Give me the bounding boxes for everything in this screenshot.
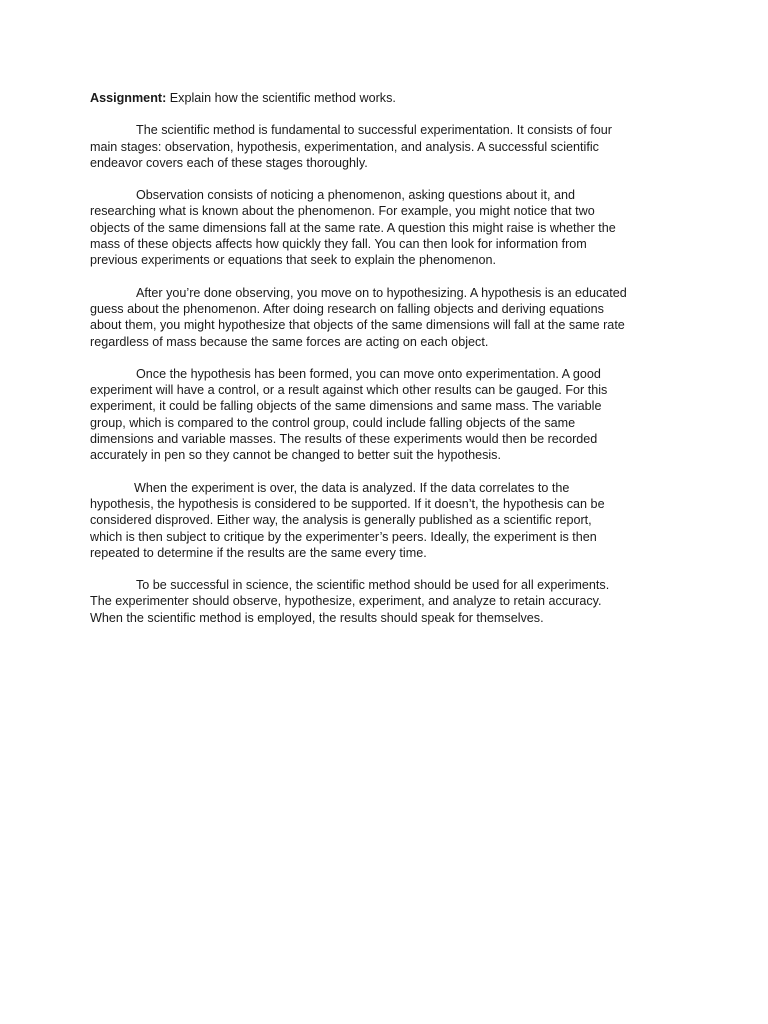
paragraph-line: accurately in pen so they cannot be changed to better suit the hypothesis.	[90, 448, 501, 463]
paragraph-line: repeated to determine if the results are the same every time.	[90, 545, 427, 560]
paragraph-line: objects of the same dimensions fall at the same rate. A question this might raise is whether the	[90, 220, 616, 235]
paragraph-line: After you’re done observing, you move on to hypothesizing. A hypothesis is an educated	[136, 285, 627, 300]
paragraph-line: group, which is compared to the control group, could include falling objects of the same	[90, 415, 576, 430]
paragraph-line: guess about the phenomenon. After doing research on falling objects and deriving equations	[90, 301, 604, 316]
paragraph-line: dimensions and variable masses. The results of these experiments would then be recorded	[90, 432, 598, 447]
paragraph-line: hypothesis, the hypothesis is considered to be supported. If it doesn’t, the hypothesis can be	[90, 496, 605, 511]
paragraph-line: mass of these objects affects how quickly they fall. You can then look for information from	[90, 237, 587, 252]
paragraph-hypothesis	[90, 285, 680, 350]
assignment-label: Assignment:	[90, 91, 167, 105]
paragraph-line: endeavor covers each of these stages thoroughly.	[90, 155, 368, 170]
paragraph-analysis	[90, 480, 680, 561]
paragraph-line: researching what is known about the phenomenon. For example, you might notice that two	[90, 204, 595, 219]
paragraph-line: The experimenter should observe, hypothesize, experiment, and analyze to retain accuracy.	[90, 594, 602, 609]
paragraph-experimentation	[90, 366, 680, 464]
assignment-prompt: Explain how the scientific method works.	[166, 91, 396, 105]
paragraph-line: regardless of mass because the same forces are acting on each object.	[90, 334, 489, 349]
paragraph-line: considered disproved. Either way, the analysis is generally published as a scientific report,	[90, 513, 592, 528]
paragraph-line: previous experiments or equations that seek to explain the phenomenon.	[90, 253, 497, 268]
paragraph-intro	[90, 122, 680, 171]
paragraph-conclusion	[90, 577, 680, 626]
paragraph-line: which is then subject to critique by the experimenter’s peers. Ideally, the experiment is then	[90, 529, 597, 544]
paragraph-line: experiment, it could be falling objects of the same dimensions and same mass. The variable	[90, 399, 602, 414]
paragraph-line: To be successful in science, the scientific method should be used for all experiments.	[136, 578, 610, 593]
paragraph-line: When the experiment is over, the data is analyzed. If the data correlates to the	[134, 480, 570, 495]
paragraph-observation	[90, 187, 680, 268]
paragraph-line: Observation consists of noticing a phenomenon, asking questions about it, and	[136, 188, 575, 203]
paragraph-line: main stages: observation, hypothesis, experimentation, and analysis. A successful scientific	[90, 139, 599, 154]
paragraph-line: When the scientific method is employed, the results should speak for themselves.	[90, 610, 544, 625]
paragraph-line: The scientific method is fundamental to successful experimentation. It consists of four	[136, 123, 612, 138]
paragraph-line: Once the hypothesis has been formed, you can move onto experimentation. A good	[136, 366, 601, 381]
paragraph-line: about them, you might hypothesize that objects of the same dimensions will fall at the same rate	[90, 318, 625, 333]
document-page	[90, 90, 680, 642]
assignment-heading	[90, 90, 680, 106]
paragraph-line: experiment will have a control, or a result against which other results can be gauged. For this	[90, 383, 608, 398]
